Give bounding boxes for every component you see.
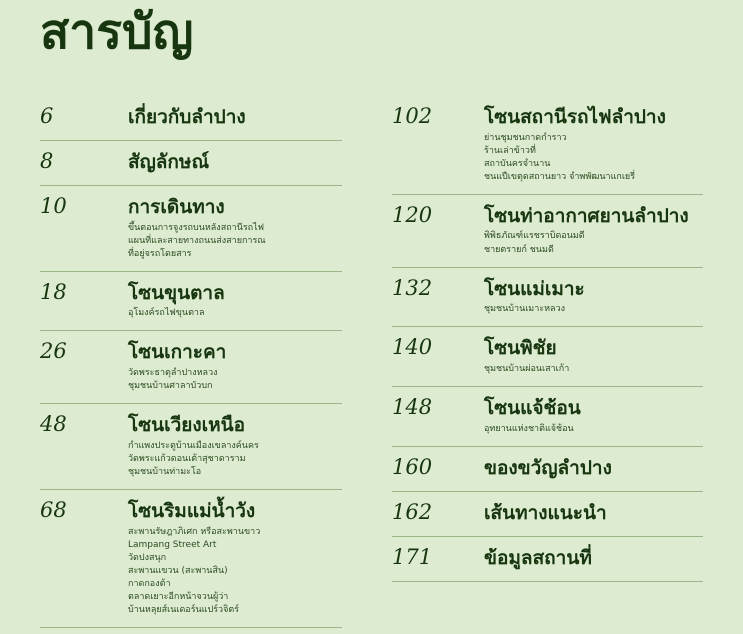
page-title: สารบัญ <box>40 4 194 60</box>
toc-entry[interactable] <box>40 96 342 141</box>
toc-entry-head <box>392 102 703 131</box>
toc-page-number: 6 <box>40 104 54 128</box>
toc-entry-title: การเดินทาง <box>128 196 225 218</box>
toc-page-number: 162 <box>392 499 433 524</box>
toc-subentry-list <box>484 363 703 376</box>
toc-entry-head <box>392 274 703 303</box>
toc-entry-head <box>40 496 342 525</box>
toc-subentry: แผนที่และสายทางถนนส่งสายการณ <box>128 235 266 246</box>
toc-entry-title: โซนท่าอากาศยานลำปาง <box>484 204 689 227</box>
toc-entry[interactable] <box>40 272 342 332</box>
toc-subentry: กำแพงประตูบ้านเมืองเขลางค์นคร <box>128 440 259 451</box>
toc-entry-head <box>40 410 342 439</box>
toc-entry[interactable] <box>40 490 342 628</box>
toc-subentry: ชนแปืเขตุดสถานยาว จำพพัฒนาแกเยรี่ <box>484 171 636 182</box>
toc-subentry: กาดกองต้า <box>128 578 171 589</box>
toc-entry[interactable] <box>392 195 703 268</box>
toc-entry-head <box>40 102 342 131</box>
toc-subentry: ชุมชนบ้านศาลาบัวบก <box>128 381 213 392</box>
toc-entry-title: โซนเกาะคา <box>128 341 227 364</box>
toc-subentry: สถาบันครจำนาน <box>484 158 551 169</box>
toc-page-number: 171 <box>392 544 433 569</box>
toc-subentry: ย่านชุมชนกาดกำราว <box>484 132 567 143</box>
toc-entry[interactable] <box>40 141 342 186</box>
toc-subentry: พิพิธภัณฑ์แรชราบิดอนมดี <box>484 231 585 242</box>
toc-page-number: 10 <box>40 194 67 218</box>
toc-entry-head <box>392 498 703 527</box>
toc-entry[interactable] <box>392 96 703 195</box>
toc-subentry-list <box>128 307 342 320</box>
toc-entry[interactable] <box>392 537 703 582</box>
toc-entry-head <box>40 337 342 366</box>
toc-subentries <box>40 307 342 320</box>
toc-page-number: 102 <box>392 104 433 128</box>
toc-subentry: ร้านเล่าข้าวที่ <box>484 145 536 156</box>
toc-entry-title: โซนแม่เมาะ <box>484 277 585 300</box>
toc-subentries <box>40 222 342 261</box>
toc-subentry: ชุมชนบ้านเมาะหลวง <box>484 304 566 315</box>
toc-entry-head <box>392 543 703 572</box>
toc-page-number: 132 <box>392 275 433 300</box>
toc-column-right <box>372 96 743 628</box>
toc-subentry-list <box>128 222 342 261</box>
toc-column-left <box>0 96 372 628</box>
toc-entry-title: สัญลักษณ์ <box>128 151 210 173</box>
toc-page-number: 68 <box>40 497 67 522</box>
toc-subentry-list <box>484 303 703 316</box>
toc-page-number: 140 <box>392 335 433 360</box>
toc-entry-head <box>40 147 342 176</box>
toc-entry-head <box>40 192 342 221</box>
toc-subentry-list <box>128 440 342 479</box>
toc-subentry: อุทยานแห่งชาติแจ้ช้อน <box>484 423 574 434</box>
toc-page-number: 148 <box>392 394 433 419</box>
toc-subentries <box>40 440 342 479</box>
toc-subentry: วัดปงสนุก <box>128 552 167 563</box>
toc-entry-title: โซนพิชัย <box>484 337 557 360</box>
toc-subentry: ขึ้นตอนการจูงรถบนหลังสถานีรถไฟ <box>128 222 265 233</box>
toc-subentry: ตลาดเยาะอีกหน้าจวนผู้ว่า <box>128 591 229 602</box>
toc-page-number: 18 <box>40 279 67 304</box>
toc-entry[interactable] <box>392 492 703 537</box>
toc-subentry: บ้านหลุยส์เนเดอร์นแปร์วจิตร์ <box>128 604 240 615</box>
toc-entry-head <box>392 201 703 230</box>
toc-subentry: อุโมงค์รถไฟขุนตาล <box>128 308 205 319</box>
toc-entry[interactable] <box>40 331 342 404</box>
toc-entry-head <box>392 333 703 362</box>
toc-entry[interactable] <box>40 404 342 490</box>
toc-subentries <box>40 526 342 617</box>
toc-entry-title: ของขวัญลำปาง <box>484 456 612 479</box>
toc-subentry: สะพานรัษฎาภิเศก หรือสะพานขาว <box>128 526 261 537</box>
toc-subentries <box>40 367 342 393</box>
toc-subentry-list <box>484 423 703 436</box>
toc-entry-title: โซนเวียงเหนือ <box>128 414 246 437</box>
toc-entry[interactable] <box>392 387 703 447</box>
toc-entry-title: เกี่ยวกับลำปาง <box>128 106 246 128</box>
toc-entry-title: ข้อมูลสถานที่ <box>484 546 592 569</box>
toc-page-number: 26 <box>40 339 67 364</box>
toc-subentries <box>392 230 703 256</box>
toc-subentries <box>392 132 703 184</box>
toc-entry[interactable] <box>392 447 703 492</box>
toc-subentry: ชายตรายก์ ชนมดี <box>484 244 554 255</box>
toc-subentry-list <box>128 367 342 393</box>
toc-entry[interactable] <box>40 186 342 272</box>
toc-subentry-list <box>484 132 703 184</box>
toc-subentry: ที่อยู่จรถโดยสาร <box>128 248 192 259</box>
toc-columns <box>0 96 743 628</box>
toc-subentry-list <box>128 526 342 617</box>
toc-entry-title: โซนแจ้ช้อน <box>484 396 581 419</box>
toc-subentry: สะพานแขวน (สะพานสิน) <box>128 565 228 576</box>
toc-subentry: วัดพระแก้วดอนเต้าสุชาดาราม <box>128 453 246 464</box>
toc-page-number: 160 <box>392 454 433 479</box>
toc-subentry: วัดพระธาตุลำปางหลวง <box>128 368 218 379</box>
toc-page-number: 120 <box>392 202 433 227</box>
toc-subentries <box>392 363 703 376</box>
toc-entry-title: โซนขุนตาล <box>128 281 225 304</box>
toc-subentry: ชุมชนบ้านท่ามะโอ <box>128 466 202 477</box>
toc-entry-head <box>392 393 703 422</box>
toc-page-number: 48 <box>40 412 67 437</box>
toc-entry-title: โซนสถานีรถไฟลำปาง <box>484 106 666 128</box>
toc-subentries <box>392 423 703 436</box>
toc-entry-head <box>392 453 703 482</box>
toc-subentry: ชุมชนบ้านผ่อนเสาเก้า <box>484 363 570 374</box>
toc-subentries <box>392 303 703 316</box>
toc-entry-title: โซนริมแม่น้ำวัง <box>128 499 256 522</box>
toc-entry-head <box>40 278 342 307</box>
toc-entry[interactable] <box>392 327 703 387</box>
toc-subentry-list <box>484 230 703 256</box>
toc-page-number: 8 <box>40 149 54 173</box>
toc-entry[interactable] <box>392 268 703 328</box>
toc-entry-title: เส้นทางแนะนำ <box>484 501 607 524</box>
toc-subentry: Lampang Street Art <box>128 539 217 550</box>
